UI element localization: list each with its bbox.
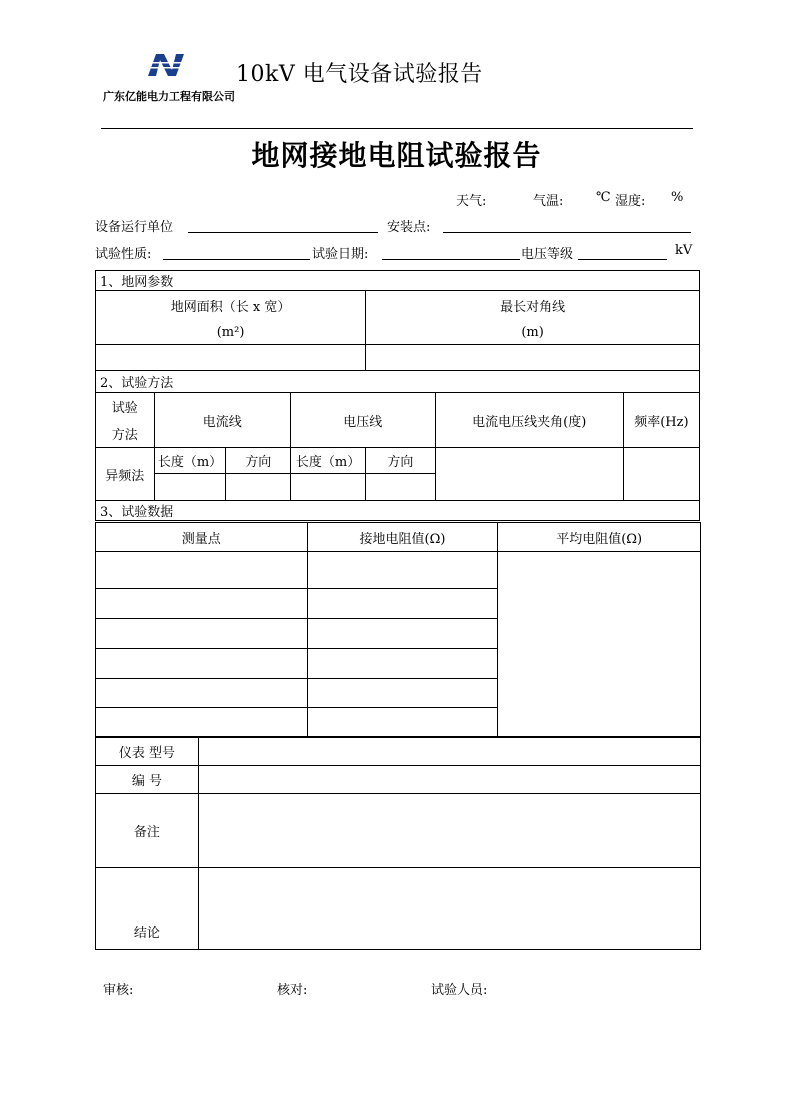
voltage-line-header: 电压线: [290, 393, 435, 448]
instrument-remarks-table: [95, 737, 701, 950]
frequency-value-cell[interactable]: [623, 448, 699, 501]
grid-area-header: [96, 291, 366, 345]
measure-point-cell[interactable]: [96, 589, 308, 619]
voltage-length-header: 长度（m）: [290, 448, 365, 474]
section-grid-params-title: 1、地网参数: [96, 271, 700, 291]
resistance-cell[interactable]: [307, 552, 498, 589]
average-resistance-cell[interactable]: [498, 552, 701, 737]
method-name-cell: 异频法: [96, 448, 155, 501]
page-title: 地网接地电阻试验报告: [251, 139, 542, 172]
method-label-line2: 方法: [111, 428, 138, 443]
resistance-cell[interactable]: [307, 619, 498, 649]
method-label-cell: [96, 393, 155, 448]
weather-label: 天气:: [456, 194, 487, 209]
test-date-field[interactable]: [382, 259, 520, 260]
voltage-level-label: 电压等级: [521, 247, 574, 262]
resistance-cell[interactable]: [307, 679, 498, 708]
voltage-direction-value[interactable]: [366, 474, 436, 501]
diagonal-label: 最长对角线: [500, 299, 566, 315]
test-nature-label: 试验性质:: [95, 247, 152, 262]
grid-area-label: 地网面积（长 x 宽）: [170, 299, 291, 315]
table-row: [96, 552, 701, 589]
temperature-label: 气温:: [533, 194, 564, 209]
voltage-level-field[interactable]: [578, 259, 667, 260]
average-resistance-header: 平均电阻值(Ω): [498, 523, 701, 552]
measure-point-cell[interactable]: [96, 619, 308, 649]
temperature-unit: ℃: [596, 190, 611, 205]
instrument-serial-value[interactable]: [198, 766, 700, 794]
header-divider: [101, 128, 693, 129]
instrument-model-value[interactable]: [198, 738, 700, 766]
measure-point-cell[interactable]: [96, 679, 308, 708]
angle-value-cell[interactable]: [435, 448, 623, 501]
angle-header: 电流电压线夹角(度): [435, 393, 623, 448]
resistance-cell[interactable]: [307, 649, 498, 679]
voltage-unit: kV: [675, 243, 693, 258]
current-length-value[interactable]: [154, 474, 226, 501]
test-data-table: [95, 522, 701, 737]
current-line-header: 电流线: [154, 393, 290, 448]
check-signature-label: 核对:: [277, 983, 308, 998]
grid-params-method-table: [95, 270, 700, 521]
measure-point-cell[interactable]: [96, 649, 308, 679]
conclusion-label: 结论: [96, 868, 199, 950]
conclusion-value[interactable]: [198, 868, 700, 950]
operating-unit-label: 设备运行单位: [95, 220, 174, 235]
install-location-label: 安装点:: [387, 220, 431, 235]
measure-point-cell[interactable]: [96, 552, 308, 589]
diagonal-unit: (m): [521, 324, 544, 340]
resistance-cell[interactable]: [307, 708, 498, 737]
test-date-label: 试验日期:: [312, 247, 369, 262]
remarks-label: 备注: [96, 794, 199, 868]
instrument-serial-label: 编 号: [96, 766, 199, 794]
report-series-title: 10kV 电气设备试验报告: [236, 62, 483, 87]
remarks-value[interactable]: [198, 794, 700, 868]
resistance-header: 接地电阻值(Ω): [307, 523, 498, 552]
resistance-cell[interactable]: [307, 589, 498, 619]
grid-area-unit: (m²): [216, 324, 245, 340]
voltage-direction-header: 方向: [366, 448, 436, 474]
current-length-header: 长度（m）: [154, 448, 226, 474]
voltage-length-value[interactable]: [290, 474, 365, 501]
test-nature-field[interactable]: [163, 259, 310, 260]
current-direction-header: 方向: [226, 448, 290, 474]
section-method-title: 2、试验方法: [96, 371, 700, 393]
current-direction-value[interactable]: [226, 474, 290, 501]
measure-point-header: 测量点: [96, 523, 308, 552]
measure-point-cell[interactable]: [96, 708, 308, 737]
company-logo: [148, 52, 188, 78]
tester-signature-label: 试验人员:: [431, 983, 488, 998]
frequency-header: 频率(Hz): [623, 393, 699, 448]
humidity-unit: %: [671, 190, 684, 205]
diagonal-value-cell[interactable]: [366, 345, 700, 371]
humidity-label: 湿度:: [615, 194, 646, 209]
instrument-model-label: 仪表 型号: [96, 738, 199, 766]
method-label-line1: 试验: [111, 401, 138, 416]
grid-area-value-cell[interactable]: [96, 345, 366, 371]
operating-unit-field[interactable]: [188, 232, 378, 233]
install-location-field[interactable]: [443, 232, 691, 233]
review-signature-label: 审核:: [103, 983, 134, 998]
company-name: 广东亿能电力工程有限公司: [103, 90, 235, 103]
diagonal-header: [366, 291, 700, 345]
section-data-title: 3、试验数据: [96, 501, 700, 521]
